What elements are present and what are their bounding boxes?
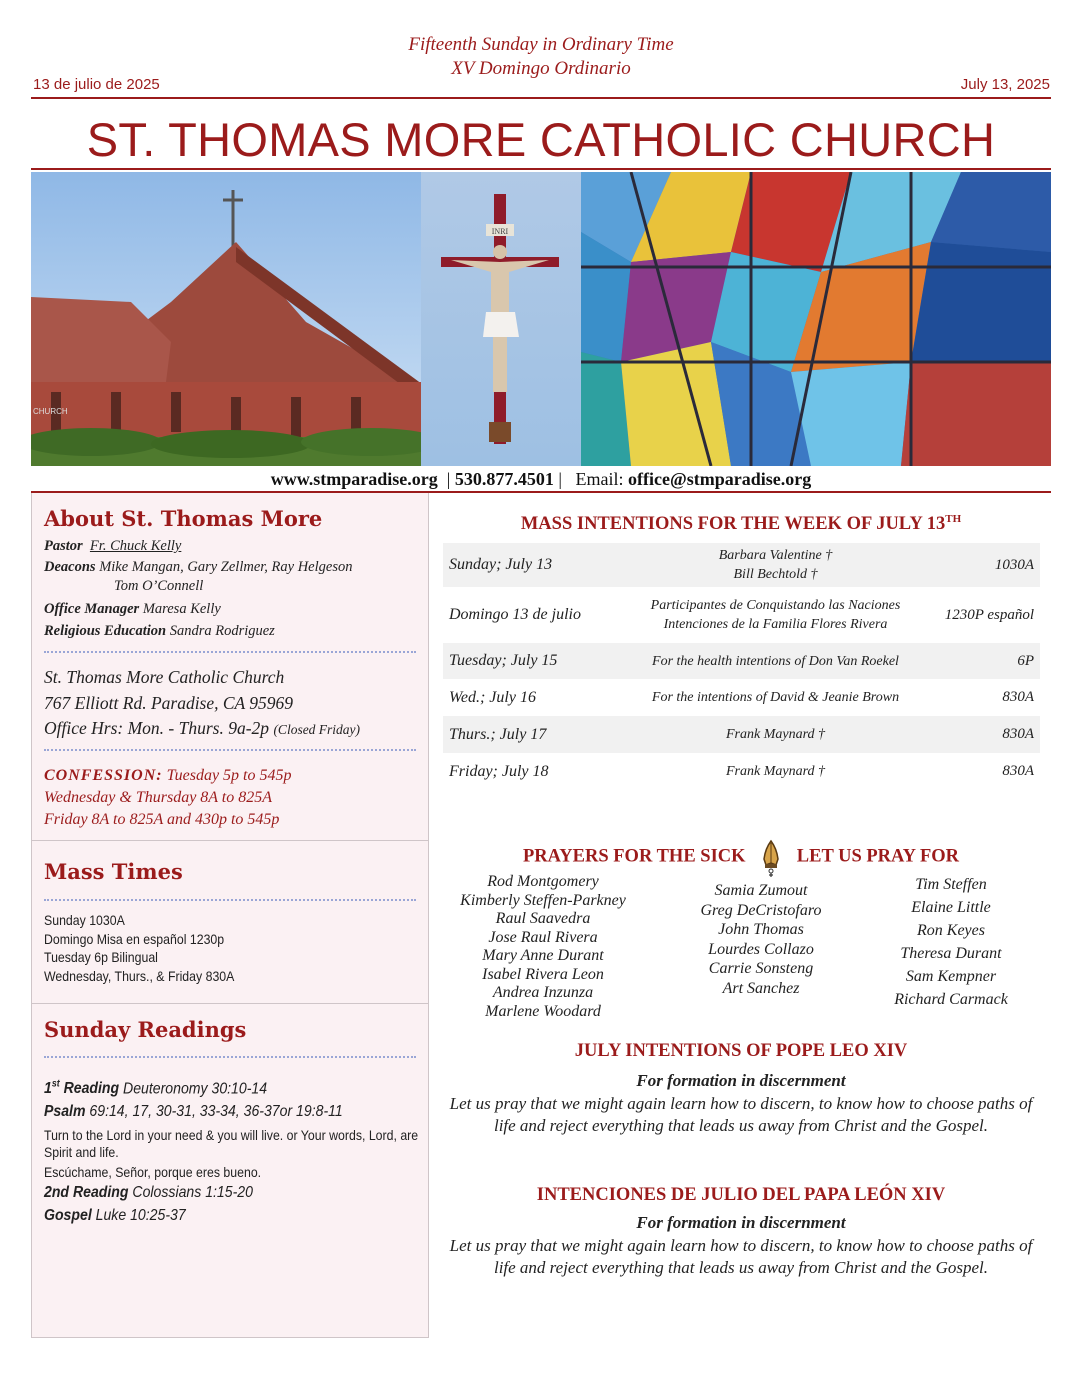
mass-time-item: Sunday 1030A	[44, 912, 125, 928]
psalm-label: Psalm	[44, 1103, 86, 1121]
mass-intentions-title: MASS INTENTIONS FOR THE WEEK OF JULY 13TH	[520, 513, 962, 535]
list-item: Greg DeCristofaro	[700, 901, 822, 919]
contact-separator: |	[442, 469, 455, 489]
psalm	[44, 1100, 422, 1123]
intention-day: Sunday; July 13	[449, 556, 553, 573]
list-item: Theresa Durant	[900, 945, 1002, 962]
second-reading	[44, 1181, 422, 1204]
address-line-1: St. Thomas More Catholic Church	[44, 667, 285, 687]
church-building-photo	[31, 172, 441, 466]
mass-times-title: Mass Times	[44, 859, 183, 884]
list-item: Isabel Rivera Leon	[482, 965, 604, 983]
first-reading-citation: Deuteronomy 30:10-14	[123, 1080, 268, 1098]
deacons-label: Deacons	[44, 559, 96, 575]
list-item: John Thomas	[718, 921, 804, 938]
second-reading-label: 2nd Reading	[44, 1184, 129, 1202]
dotted-divider	[44, 1056, 416, 1058]
section-divider	[32, 840, 428, 841]
liturgical-title-en: Fifteenth Sunday in Ordinary Time	[408, 34, 674, 55]
first-reading-label: 1st Reading	[44, 1079, 120, 1098]
address-line-2: 767 Elliott Rd. Paradise, CA 95969	[44, 693, 294, 713]
pastor-line	[44, 537, 181, 556]
phone-number[interactable]: 530.877.4501	[454, 469, 554, 489]
mass-time-item: Wednesday, Thurs., & Friday 830A	[44, 967, 235, 984]
dotted-divider	[44, 749, 416, 751]
intention-names: Frank Maynard †	[725, 764, 826, 779]
liturgical-title-es: XV Domingo Ordinario	[451, 58, 631, 79]
office-closed-note: (Closed Friday)	[273, 722, 361, 737]
intention-day: Thurs.; July 17	[449, 725, 547, 743]
religious-ed-line	[44, 622, 275, 641]
list-item: Carrie Sonsteng	[708, 960, 814, 977]
list-item: Lourdes Collazo	[708, 940, 814, 958]
pastor-name: Fr. Chuck Kelly	[89, 538, 182, 554]
intention-day: Friday; July 18	[449, 762, 549, 780]
pastor-label: Pastor	[44, 538, 83, 554]
email-label: Email:	[575, 469, 624, 489]
deacons-line-2: Tom O’Connell	[114, 578, 204, 594]
building-sign-text: CHURCH	[33, 407, 68, 416]
second-reading-citation: Colossians 1:15-20	[132, 1184, 253, 1202]
stained-glass-photo	[581, 172, 1051, 466]
list-item: Mary Anne Durant	[482, 947, 604, 964]
header-rule-bottom	[31, 168, 1051, 170]
liturgical-heading	[0, 33, 1082, 81]
intention-names: Frank Maynard †	[725, 727, 826, 742]
table-row	[443, 587, 1040, 643]
intention-names: Participantes de Conquistando las Naciones Intenciones de la Familia Flores Rivera	[650, 598, 901, 632]
intention-time: 830A	[1002, 726, 1034, 742]
photo-banner	[31, 172, 1051, 466]
about-title: About St. Thomas More	[44, 506, 323, 531]
intention-day: Wed.; July 16	[449, 688, 536, 706]
intention-names: For the health intentions of Don Van Roekel	[652, 653, 899, 669]
intention-names: For the intentions of David & Jeanie Brown	[651, 690, 900, 705]
pope-intentions-text-en: Let us pray that we might again learn how to discern, to know how to choose paths of life and reject everything that leads us away from Christ and the Gospel.	[449, 1094, 1033, 1135]
psalm-citation: 69:14, 17, 30-31, 33-34, 36-37or 19:8-11	[89, 1103, 343, 1121]
list-item: Andrea Inzunza	[492, 984, 594, 1001]
contact-bar	[31, 466, 1051, 492]
list-item: Art Sanchez	[722, 979, 800, 997]
table-row	[443, 643, 1040, 679]
intention-names: Barbara Valentine † Bill Bechtold †	[718, 548, 833, 582]
section-divider	[32, 1003, 428, 1004]
office-manager-name: Maresa Kelly	[142, 601, 221, 617]
table-row	[443, 543, 1040, 587]
readings-list	[44, 1073, 422, 1227]
mass-time-item: Domingo Misa en español 1230p	[44, 930, 225, 947]
list-item: Kimberly Steffen-Parkney	[460, 891, 626, 909]
gospel	[44, 1204, 422, 1227]
list-item: Raul Saavedra	[495, 910, 591, 927]
list-item: Elaine Little	[911, 899, 991, 916]
gospel-label: Gospel	[44, 1207, 92, 1225]
list-item: Tim Steffen	[915, 876, 987, 893]
office-manager-label: Office Manager	[44, 601, 140, 617]
intention-time: 1230P español	[944, 606, 1034, 623]
dotted-divider	[44, 899, 416, 901]
psalm-response-en: Turn to the Lord in your need & you will live. or Your words, Lord, are Spirit and life.	[44, 1127, 419, 1161]
table-row	[443, 716, 1040, 753]
deacons-line	[44, 558, 352, 577]
table-row	[443, 753, 1040, 790]
website-link[interactable]: www.stmparadise.org	[270, 469, 438, 489]
pope-intentions-text-es: Let us pray that we might again learn how to discern, to know how to choose paths of life and reject everything that leads us away from Christ and the Gospel.	[449, 1236, 1033, 1277]
list-item: Marlene Woodard	[485, 1002, 601, 1020]
date-spanish: 13 de julio de 2025	[33, 76, 160, 93]
religious-ed-name: Sandra Rodriguez	[169, 623, 275, 639]
list-item: Jose Raul Rivera	[488, 928, 598, 946]
psalm-response-es: Escúchame, Señor, porque eres bueno.	[44, 1164, 262, 1181]
crucifix-photo	[421, 172, 581, 466]
intention-day: Domingo 13 de julio	[449, 606, 581, 623]
pope-intentions-subtitle-es: For formation in discernment	[636, 1213, 846, 1232]
gospel-citation: Luke 10:25-37	[95, 1207, 186, 1225]
mass-times-list	[44, 911, 234, 985]
table-row	[443, 679, 1040, 716]
intention-time: 1030A	[994, 556, 1034, 573]
confession-line-2: Wednesday & Thursday 8A to 825A	[44, 789, 272, 806]
sick-title-right: LET US PRAY FOR	[796, 846, 960, 867]
deacons-names: Mike Mangan, Gary Zellmer, Ray Helgeson	[99, 559, 353, 575]
prayers-for-sick-title	[431, 837, 1051, 877]
intention-day: Tuesday; July 15	[449, 652, 558, 669]
office-hours: Office Hrs: Mon. - Thurs. 9a-2p	[44, 718, 270, 738]
list-item: Rod Montgomery	[487, 873, 599, 890]
date-english: July 13, 2025	[960, 76, 1050, 93]
confession-line-1	[44, 765, 291, 787]
contact-separator: |	[558, 469, 571, 489]
praying-hands-icon	[754, 837, 788, 877]
sick-list-col-3	[861, 873, 1041, 1011]
pope-intentions-title-es: INTENCIONES DE JULIO DEL PAPA LEÓN XIV	[536, 1185, 946, 1205]
first-reading	[44, 1073, 422, 1100]
pope-intentions-title-en: JULY INTENTIONS OF POPE LEO XIV	[574, 1041, 908, 1061]
email-link[interactable]: office@stmparadise.org	[628, 469, 812, 489]
list-item: Ron Keyes	[917, 922, 985, 939]
church-name-title: ST. THOMAS MORE CATHOLIC CHURCH	[86, 113, 996, 166]
list-item: Sam Kempner	[905, 968, 997, 985]
office-manager-line	[44, 600, 221, 619]
pope-intentions-subtitle-en: For formation in discernment	[636, 1071, 846, 1090]
intention-time: 6P	[1017, 652, 1034, 669]
header-rule-top	[31, 97, 1051, 99]
sick-list-col-2	[671, 881, 851, 998]
mass-intentions-table	[443, 543, 1040, 790]
list-item: Richard Carmack	[894, 991, 1008, 1008]
sick-list-col-1	[443, 873, 643, 1021]
confession-line-3: Friday 8A to 825A and 430p to 545p	[44, 811, 280, 828]
confession-tuesday: Tuesday 5p to 545p	[166, 767, 292, 784]
sunday-readings-title: Sunday Readings	[44, 1017, 247, 1042]
confession-label: CONFESSION:	[44, 767, 163, 784]
right-main	[431, 493, 1051, 1338]
intention-time: 830A	[1002, 689, 1034, 705]
mass-time-item: Tuesday 6p Bilingual	[44, 949, 158, 965]
left-sidebar	[31, 493, 429, 1338]
religious-ed-label: Religious Education	[44, 623, 167, 639]
list-item: Samia Zumout	[714, 882, 808, 899]
office-hours-line	[44, 716, 360, 742]
sick-title-left: PRAYERS FOR THE SICK	[522, 846, 746, 867]
intention-time: 830A	[1002, 763, 1034, 779]
dotted-divider	[44, 651, 416, 653]
inri-sign-text: INRI	[491, 227, 509, 236]
